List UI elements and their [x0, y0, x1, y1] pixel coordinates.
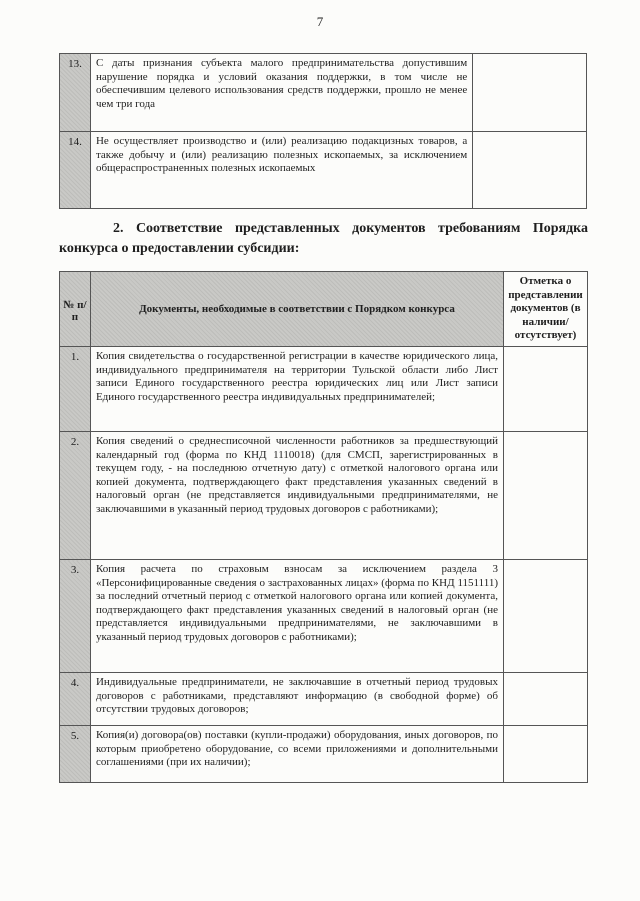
- table-row: [60, 54, 587, 132]
- mark-cell[interactable]: [503, 347, 587, 432]
- table-row: [60, 347, 588, 432]
- table-row: [60, 432, 588, 560]
- document-text: Копия сведений о среднесписочной численности работников за предшествующий календарный год (форма по КНД 1110018) (для СМСП, зарегистрированных в текущем году, - на последнюю отчетную дату) с отметкой налогового органа или копией документа, подтверждающего факт представления указанных сведений в налоговый орган (не представляется индивидуальными предпринимателями, не заключавшими в указанный период трудовых договоров с работниками);: [90, 432, 503, 560]
- row-number: 1.: [60, 347, 91, 432]
- mark-cell[interactable]: [503, 726, 587, 783]
- document-text: Копия расчета по страховым взносам за исключением раздела 3 «Персонифицированные сведения о застрахованных лицах» (форма по КНД 1151111) за последний отчетный период с отметкой налогового органа или копией документа, подтверждающего факт представления указанных сведений в налоговый орган (не представляется индивидуальными предпринимателями, не заключавшими в указанный период трудовых договоров с работниками);: [90, 560, 503, 673]
- row-number: 5.: [60, 726, 91, 783]
- mark-cell[interactable]: [503, 560, 587, 673]
- section-heading-text: 2. Соответствие представленных документов требованиям Порядка конкурса о предоставлении субсидии:: [59, 221, 588, 256]
- criterion-text: Не осуществляет производство и (или) реализацию подакцизных товаров, а также добычу и (или) реализацию полезных ископаемых, за исключением общераспространенных полезных ископаемых: [90, 132, 472, 209]
- header-documents: Документы, необходимые в соответствии с Порядком конкурса: [90, 272, 503, 347]
- document-text: Копия свидетельства о государственной регистрации в качестве юридического лица, индивидуального предпринимателя на территории Тульской области либо Лист записи Единого государственного реестра юридических лиц или Лист записи Единого государственного реестра индивидуальных предпринимателей;: [90, 347, 503, 432]
- row-number: 2.: [60, 432, 91, 560]
- document-text: Индивидуальные предприниматели, не заключавшие в отчетный период трудовых договоров с работниками, представляют информацию (в свободной форме) об отсутствии трудовых договоров;: [90, 673, 503, 726]
- criterion-text: С даты признания субъекта малого предпринимательства допустившим нарушение порядка и условий оказания поддержки, в том числе не обеспечившим целевого использования средств поддержки, прошло не менее чем три года: [90, 54, 472, 132]
- documents-table: [59, 271, 588, 783]
- section-heading: [59, 219, 588, 259]
- table-row: [60, 560, 588, 673]
- mark-cell[interactable]: [503, 673, 587, 726]
- table-row: [60, 132, 587, 209]
- row-number: 4.: [60, 673, 91, 726]
- row-number: 14.: [60, 132, 91, 209]
- page-number: 7: [316, 14, 324, 29]
- criteria-table: [59, 53, 587, 209]
- table-header-row: [60, 272, 588, 347]
- row-number: 13.: [60, 54, 91, 132]
- row-number: 3.: [60, 560, 91, 673]
- mark-cell[interactable]: [473, 54, 587, 132]
- table-row: [60, 726, 588, 783]
- document-text: Копия(и) договора(ов) поставки (купли-продажи) оборудования, иных договоров, по которым приобретено оборудование, со всеми приложениями и дополнительными соглашениями (при их наличии);: [90, 726, 503, 783]
- table-row: [60, 673, 588, 726]
- mark-cell[interactable]: [503, 432, 587, 560]
- header-num: № п/п: [60, 272, 91, 347]
- header-mark: Отметка о представлении документов (в наличии/ отсутствует): [503, 272, 587, 347]
- mark-cell[interactable]: [473, 132, 587, 209]
